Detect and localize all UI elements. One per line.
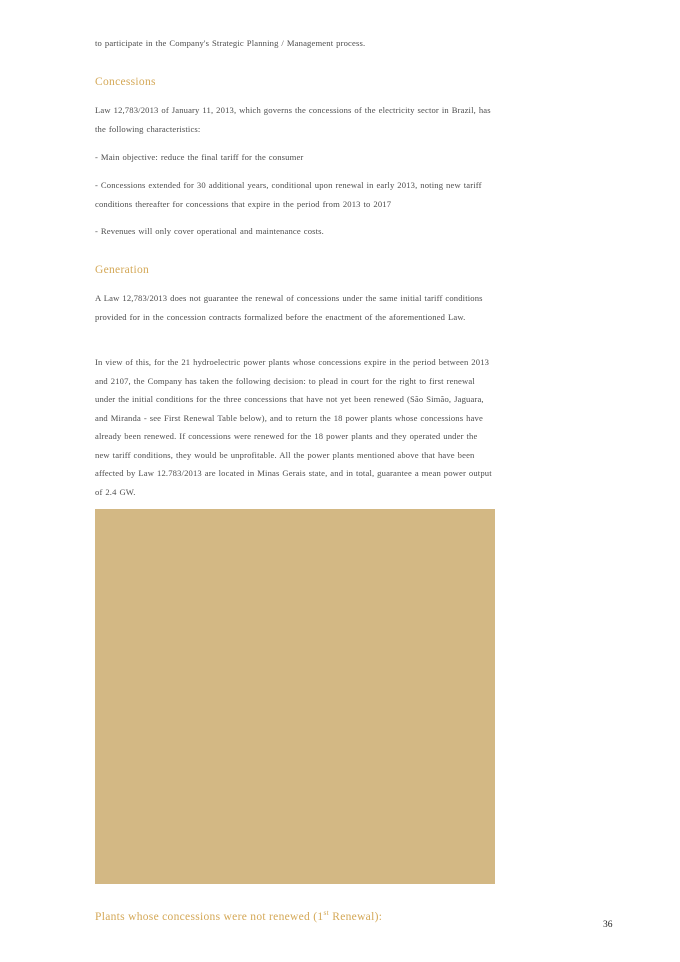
- concessions-paragraph-1: Law 12,783/2013 of January 11, 2013, which governs the concessions of the electricity sector in Brazil, has the following characteristics:: [95, 105, 491, 134]
- concessions-paragraph-2: - Main objective: reduce the final tariff for the consumer: [95, 152, 304, 162]
- generation-paragraph-1: A Law 12,783/2013 does not guarantee the renewal of concessions under the same initial tariff conditions provided for in the concession contracts formalized before the enactment of the aforementioned Law.: [95, 293, 483, 322]
- caption-superscript: st: [323, 908, 330, 918]
- concessions-paragraph-4: - Revenues will only cover operational and maintenance costs.: [95, 226, 324, 236]
- concessions-heading: Concessions: [95, 76, 156, 88]
- caption-suffix: Renewal):: [329, 911, 383, 923]
- caption-prefix: Plants whose concessions were not renewed (1: [95, 911, 324, 923]
- page-number: 36: [603, 920, 613, 930]
- concessions-paragraph-3: - Concessions extended for 30 additional years, conditional upon renewal in early 2013, noting new tariff conditions thereafter for concessions that expire in the period from 2013 to 2017: [95, 180, 482, 209]
- generation-paragraph-2: In view of this, for the 21 hydroelectric power plants whose concessions expire in the period between 2013 and 2107, the Company has taken the following decision: to plead in court for the right to first renewal under the initial conditions for the three concessions that have not yet been renewed (São Simão, Jaguara, and Miranda - see First Renewal Table below), and to return the 18 power plants whose concessions have already been renewed. If concessions were renewed for the 18 power plants and they operated under the new tariff conditions, they would be unprofitable. All the power plants mentioned above that have been affected by Law 12.783/2013 are located in Minas Gerais state, and in total, guarantee a mean power output of 2.4 GW.: [95, 357, 492, 497]
- generation-heading: Generation: [95, 264, 150, 276]
- table-image-placeholder: [95, 509, 495, 884]
- table-caption: [95, 908, 383, 923]
- intro-line: to participate in the Company's Strategic Planning / Management process.: [95, 38, 366, 48]
